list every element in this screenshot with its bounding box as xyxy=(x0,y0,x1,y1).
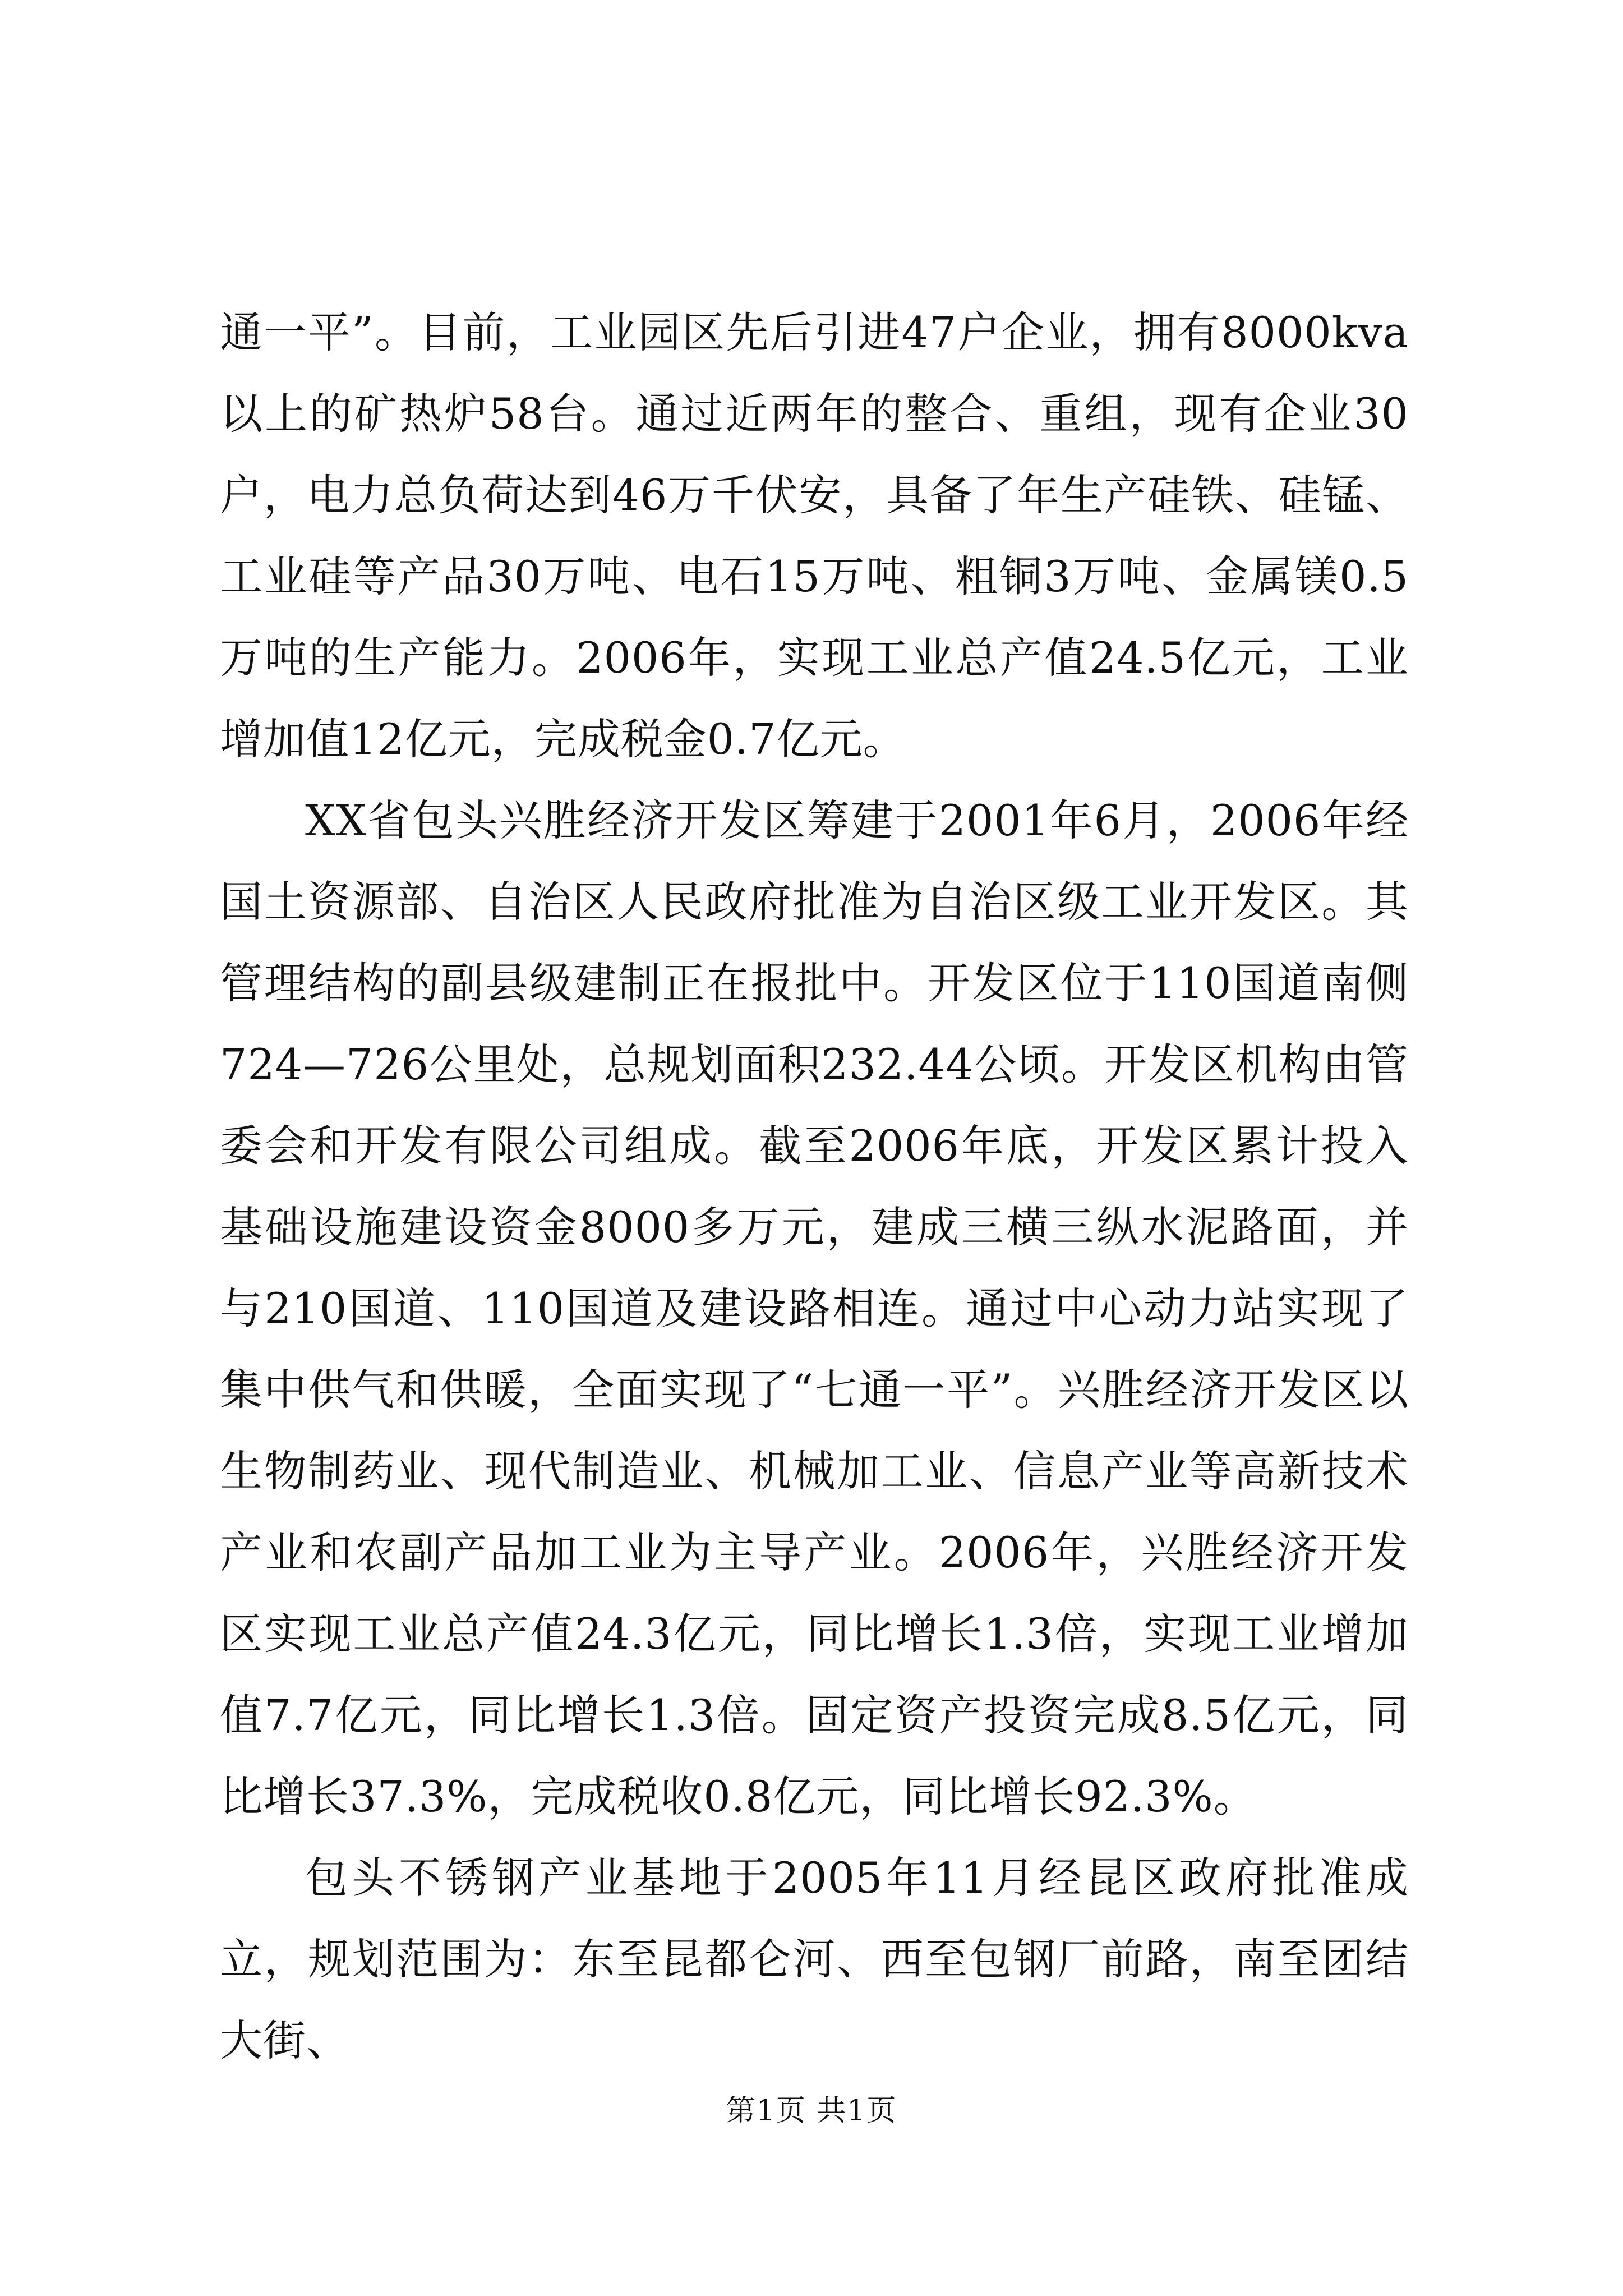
document-body xyxy=(220,292,1409,2081)
paragraph-1: 通一平”。目前，工业园区先后引进47户企业，拥有8000kva以上的矿热炉58台。通过近两年的整合、重组，现有企业30户，电力总负荷达到46万千伏安，具备了年生产硅铁、硅锰、工业硅等产品30万吨、电石15万吨、粗铜3万吨、金属镁0.5万吨的生产能力。2006年，实现工业总产值24.5亿元，工业增加值12亿元，完成税金0.7亿元。 xyxy=(220,307,1409,764)
page-footer: 第1页 共1页 xyxy=(726,2094,897,2128)
paragraph-2: XX省包头兴胜经济开发区筹建于2001年6月，2006年经国土资源部、自治区人民政府批准为自治区级工业开发区。其管理结构的副县级建制正在报批中。开发区位于110国道南侧724—726公里处，总规划面积232.44公顷。开发区机构由管委会和开发有限公司组成。截至2006年底，开发区累计投入基础设施建设资金8000多万元，建成三横三纵水泥路面，并与210国道、110国道及建设路相连。通过中心动力站实现了集中供气和供暖，全面实现了“七通一平”。兴胜经济开发区以生物制药业、现代制造业、机械加工业、信息产业等高新技术产业和农副产品加工业为主导产业。2006年，兴胜经济开发区实现工业总产值24.3亿元，同比增长1.3倍，实现工业增加值7.7亿元，同比增长1.3倍。固定资产投资完成8.5亿元，同比增长37.3%，完成税收0.8亿元，同比增长92.3%。 xyxy=(220,795,1409,1821)
paragraph-3: 包头不锈钢产业基地于2005年11月经昆区政府批准成立，规划范围为：东至昆都仑河、西至包钢厂前路，南至团结大街、 xyxy=(220,1853,1409,2065)
